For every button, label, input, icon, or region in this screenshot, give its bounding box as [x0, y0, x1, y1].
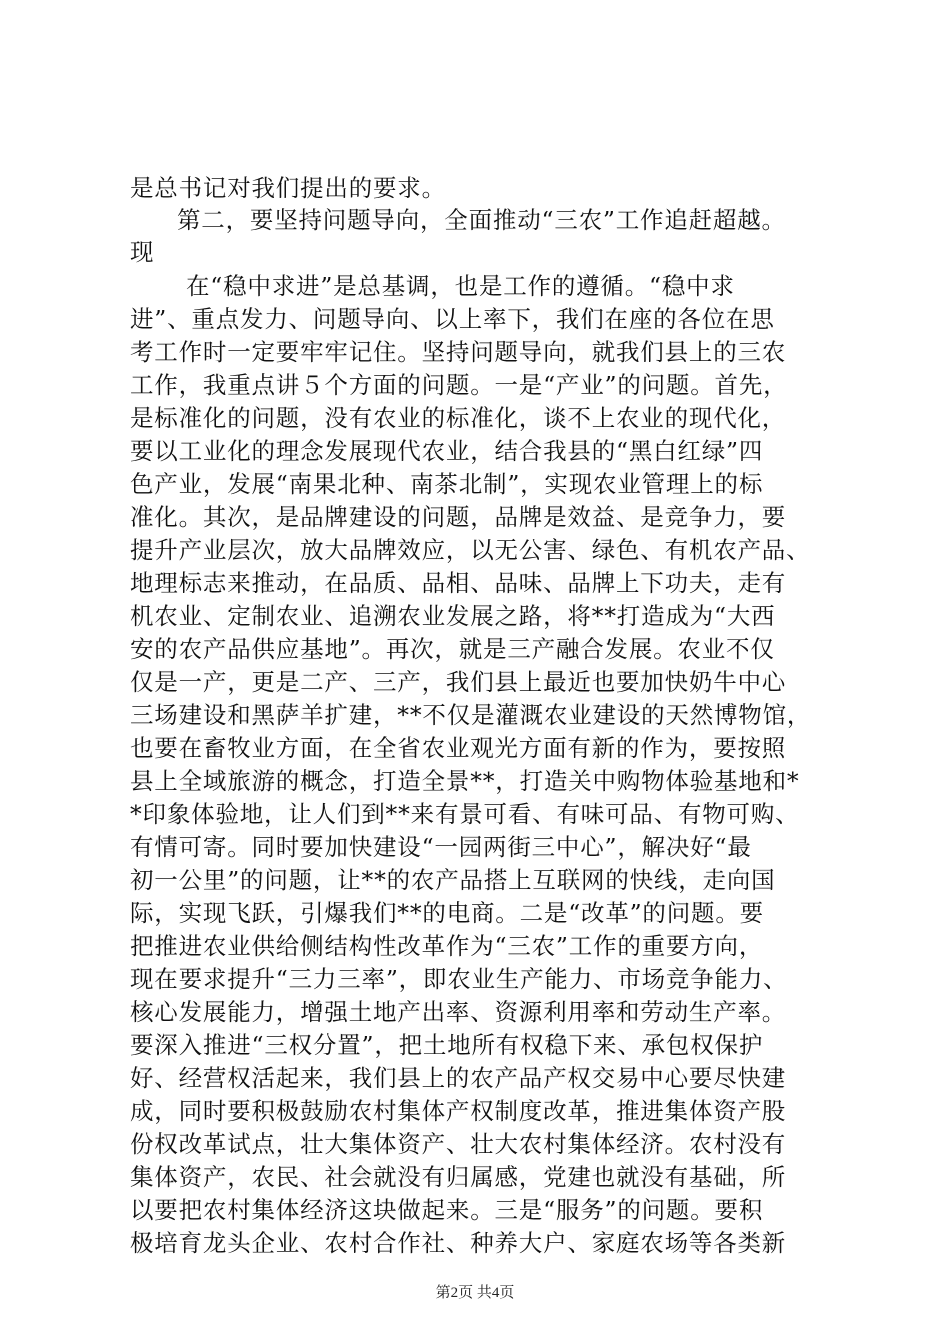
text-line: 把推进农业供给侧结构性改革作为“三农”工作的重要方向， [130, 932, 764, 960]
text-line: 是标准化的问题，没有农业的标准化，谈不上农业的现代化， [130, 404, 787, 432]
text-line: 以要把农村集体经济这块做起来。三是“服务”的问题。要积 [130, 1196, 764, 1224]
text-line: 提升产业层次，放大品牌效应，以无公害、绿色、有机农产品、 [130, 536, 811, 564]
text-line: 三场建设和黑萨羊扩建，**不仅是灌溉农业建设的天然博物馆， [130, 701, 812, 729]
text-line: 在“稳中求进”是总基调，也是工作的遵循。“稳中求 [186, 272, 735, 300]
text-line: 核心发展能力，增强土地产出率、资源利用率和劳动生产率。 [130, 998, 787, 1026]
text-line: 准化。其次，是品牌建设的问题，品牌是效益、是竞争力，要 [130, 503, 787, 531]
text-line: 考工作时一定要牢牢记住。坚持问题导向，就我们县上的三农 [130, 338, 787, 366]
text-line: 要深入推进“三权分置”，把土地所有权稳下来、承包权保护 [130, 1031, 764, 1059]
text-line: 也要在畜牧业方面，在全省农业观光方面有新的作为，要按照 [130, 734, 787, 762]
text-line: 成，同时要积极鼓励农村集体产权制度改革，推进集体资产股 [130, 1097, 787, 1125]
text-line: 现在要求提升“三力三率”，即农业生产能力、市场竞争能力、 [130, 965, 788, 993]
text-line: *印象体验地，让人们到**来有景可看、有味可品、有物可购、 [130, 800, 800, 828]
page-number-footer: 第2页 共4页 [435, 1285, 515, 1301]
text-line: 是总书记对我们提出的要求。 [130, 174, 446, 202]
text-line: 进”、重点发力、问题导向、以上率下，我们在座的各位在思 [130, 305, 775, 333]
text-line: 初一公里”的问题，让**的农产品搭上互联网的快线，走向国 [130, 866, 776, 894]
text-line: 仅是一产，更是二产、三产，我们县上最近也要加快奶牛中心 [130, 668, 787, 696]
text-line: 要以工业化的理念发展现代农业，结合我县的“黑白红绿”四 [130, 437, 764, 465]
text-line: 县上全域旅游的概念，打造全景**，打造关中购物体验基地和* [130, 767, 800, 795]
text-line: 机农业、定制农业、追溯农业发展之路，将**打造成为“大西 [130, 602, 776, 630]
text-line: 地理标志来推动，在品质、品相、品味、品牌上下功夫，走有 [130, 569, 787, 597]
text-line: 色产业，发展“南果北种、南茶北制”，实现农业管理上的标 [130, 470, 764, 498]
text-line: 份权改革试点，壮大集体资产、壮大农村集体经济。农村没有 [130, 1130, 787, 1158]
text-line: 际，实现飞跃，引爆我们**的电商。二是“改革”的问题。要 [130, 899, 764, 927]
text-line: 现 [130, 238, 155, 266]
text-line: 第二，要坚持问题导向，全面推动“三农”工作追赶超越。 [177, 206, 786, 234]
text-line: 集体资产，农民、社会就没有归属感，党建也就没有基础，所 [130, 1163, 787, 1191]
text-line: 有情可寄。同时要加快建设“一园两街三中心”，解决好“最 [130, 833, 752, 861]
text-line: 工作，我重点讲５个方面的问题。一是“产业”的问题。首先， [130, 371, 788, 399]
text-line: 安的农产品供应基地”。再次，就是三产融合发展。农业不仅 [130, 635, 775, 663]
text-line: 好、经营权活起来，我们县上的农产品产权交易中心要尽快建 [130, 1064, 787, 1092]
text-line: 极培育龙头企业、农村合作社、种养大户、家庭农场等各类新 [130, 1229, 787, 1257]
